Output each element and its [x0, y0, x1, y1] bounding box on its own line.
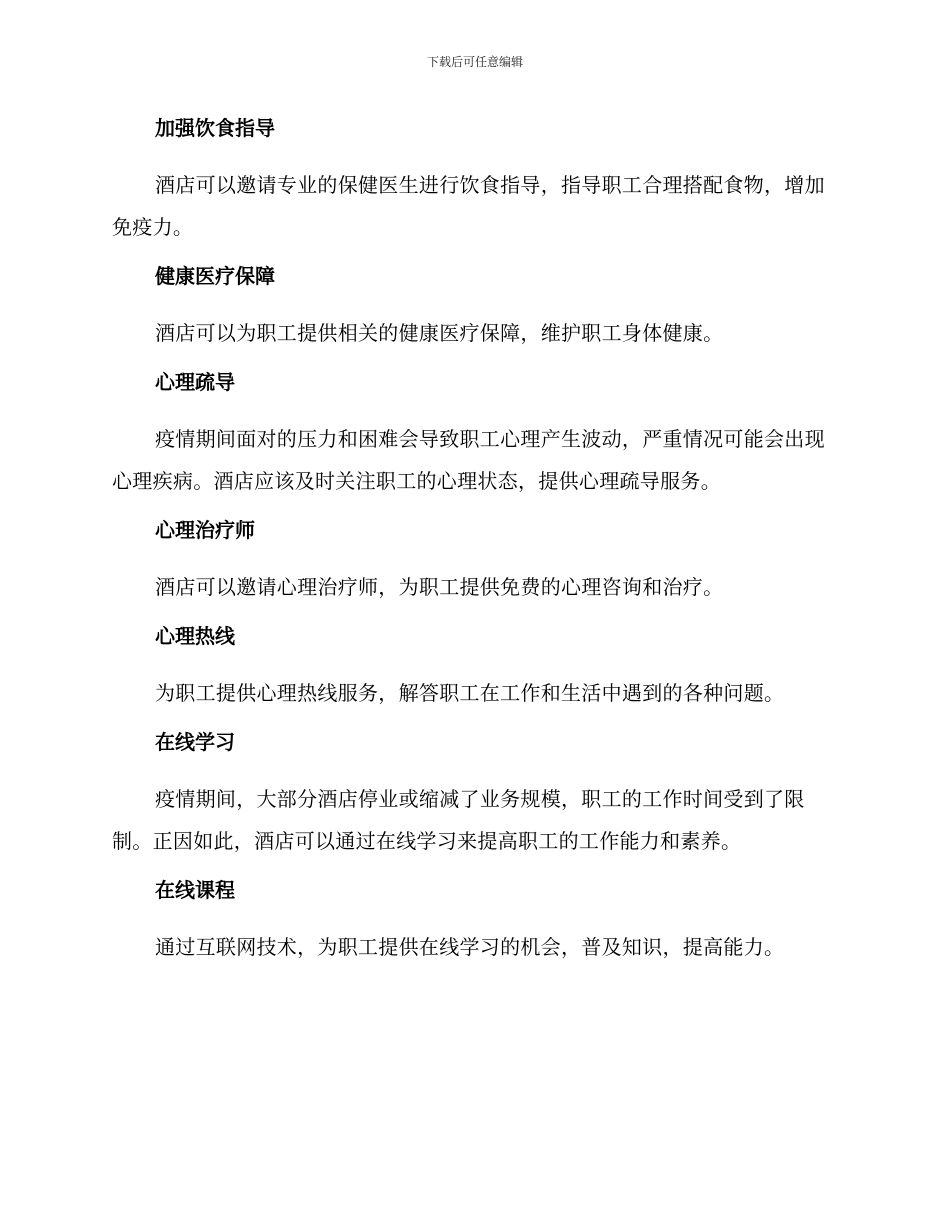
section-paragraph: 疫情期间面对的压力和困难会导致职工心理产生波动，严重情况可能会出现心理疾病。酒店应该及时关注职工的心理状态，提供心理疏导服务。 — [112, 427, 825, 493]
section-medical-security — [112, 258, 832, 354]
section-heading: 健康医疗保障 — [155, 264, 275, 288]
section-heading: 加强饮食指导 — [155, 116, 275, 140]
section-diet-guidance — [112, 110, 832, 248]
section-paragraph: 疫情期间，大部分酒店停业或缩减了业务规模，职工的工作时间受到了限制。正因如此，酒店可以通过在线学习来提高职工的工作能力和素养。 — [112, 787, 805, 853]
section-heading: 心理热线 — [155, 624, 235, 648]
section-psych-therapist — [112, 512, 832, 608]
section-paragraph: 酒店可以为职工提供相关的健康医疗保障，维护职工身体健康。 — [155, 321, 724, 345]
section-heading: 在线课程 — [155, 878, 235, 902]
section-online-courses — [112, 872, 832, 968]
section-psych-hotline — [112, 618, 832, 714]
section-psych-counseling — [112, 364, 832, 502]
header-note: 下载后可任意编辑 — [426, 55, 523, 69]
section-paragraph: 为职工提供心理热线服务，解答职工在工作和生活中遇到的各种问题。 — [155, 681, 785, 705]
section-paragraph: 酒店可以邀请专业的保健医生进行饮食指导，指导职工合理搭配食物，增加免疫力。 — [112, 173, 825, 239]
section-heading: 心理疏导 — [155, 370, 235, 394]
section-paragraph: 酒店可以邀请心理治疗师，为职工提供免费的心理咨询和治疗。 — [155, 575, 724, 599]
section-paragraph: 通过互联网技术，为职工提供在线学习的机会，普及知识，提高能力。 — [155, 935, 785, 959]
section-heading: 在线学习 — [155, 730, 235, 754]
section-online-learning — [112, 724, 832, 862]
document-content — [112, 110, 832, 978]
section-heading: 心理治疗师 — [155, 518, 255, 542]
